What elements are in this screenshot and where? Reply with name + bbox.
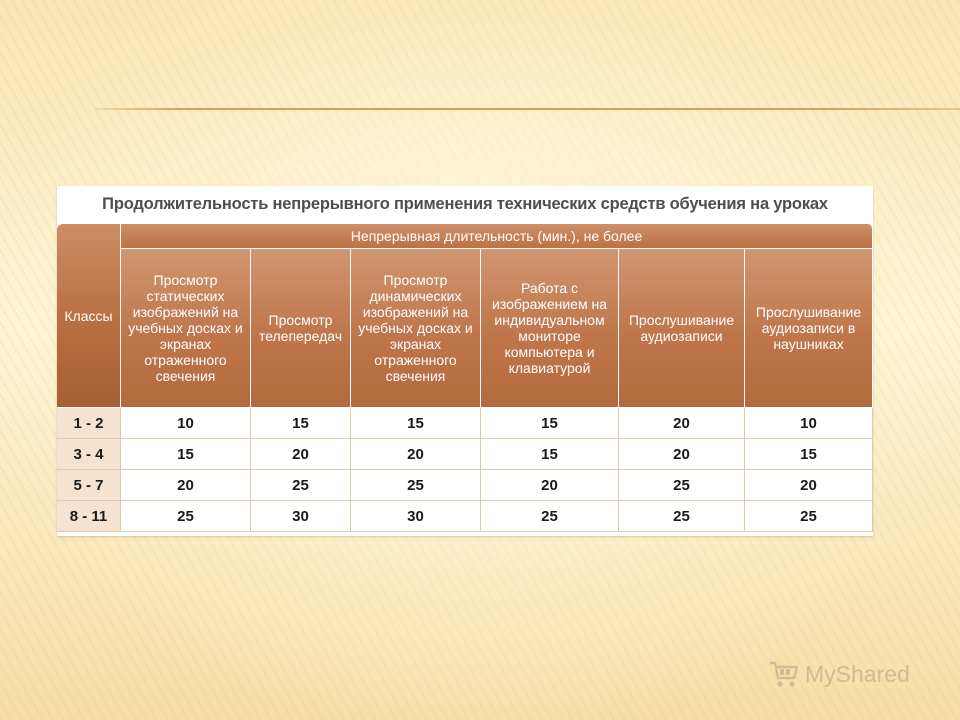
column-header: Прослушивание аудиозаписи в наушниках — [745, 249, 873, 408]
table-cell: 15 — [351, 408, 481, 439]
table-panel — [57, 186, 873, 536]
table-row — [57, 408, 873, 439]
table-cell: 20 — [481, 470, 619, 501]
table-cell: 25 — [619, 501, 745, 532]
table-cell: 20 — [619, 439, 745, 470]
watermark — [768, 657, 910, 691]
table-row — [57, 501, 873, 532]
table-cell: 20 — [745, 470, 873, 501]
duration-table — [57, 224, 873, 532]
table-cell: 15 — [481, 439, 619, 470]
table-row — [57, 470, 873, 501]
table-cell: 25 — [619, 470, 745, 501]
table-cell: 25 — [251, 470, 351, 501]
table-cell: 15 — [251, 408, 351, 439]
decorative-rule — [95, 108, 960, 110]
row-label: 3 - 4 — [57, 439, 121, 470]
table-cell: 15 — [481, 408, 619, 439]
table-cell: 20 — [251, 439, 351, 470]
table-cell: 30 — [351, 501, 481, 532]
table-cell: 25 — [351, 470, 481, 501]
table-cell: 15 — [745, 439, 873, 470]
table-cell: 25 — [481, 501, 619, 532]
watermark-text: MyShared — [805, 660, 910, 687]
column-header: Работа с изображением на индивидуальном мониторе компьютера и клавиатурой — [481, 249, 619, 408]
column-header: Просмотр динамических изображений на учебных досках и экранах отраженного свечения — [351, 249, 481, 408]
table-cell: 25 — [121, 501, 251, 532]
classes-header: Классы — [57, 224, 121, 408]
table-cell: 20 — [121, 470, 251, 501]
shopping-cart-icon — [768, 659, 800, 689]
row-label: 5 - 7 — [57, 470, 121, 501]
table-cell: 10 — [745, 408, 873, 439]
table-cell: 25 — [745, 501, 873, 532]
row-label: 1 - 2 — [57, 408, 121, 439]
table-row — [57, 439, 873, 470]
row-label: 8 - 11 — [57, 501, 121, 532]
column-header: Просмотр статических изображений на учебных досках и экранах отраженного свечения — [121, 249, 251, 408]
table-cell: 30 — [251, 501, 351, 532]
table-title: Продолжительность непрерывного применения технических средств обучения на уроках — [102, 195, 828, 213]
column-header: Просмотр телепередач — [251, 249, 351, 408]
column-header: Прослушивание аудиозаписи — [619, 249, 745, 408]
table-cell: 20 — [351, 439, 481, 470]
table-cell: 20 — [619, 408, 745, 439]
duration-span-header: Непрерывная длительность (мин.), не более — [121, 224, 873, 249]
table-cell: 15 — [121, 439, 251, 470]
table-cell: 10 — [121, 408, 251, 439]
